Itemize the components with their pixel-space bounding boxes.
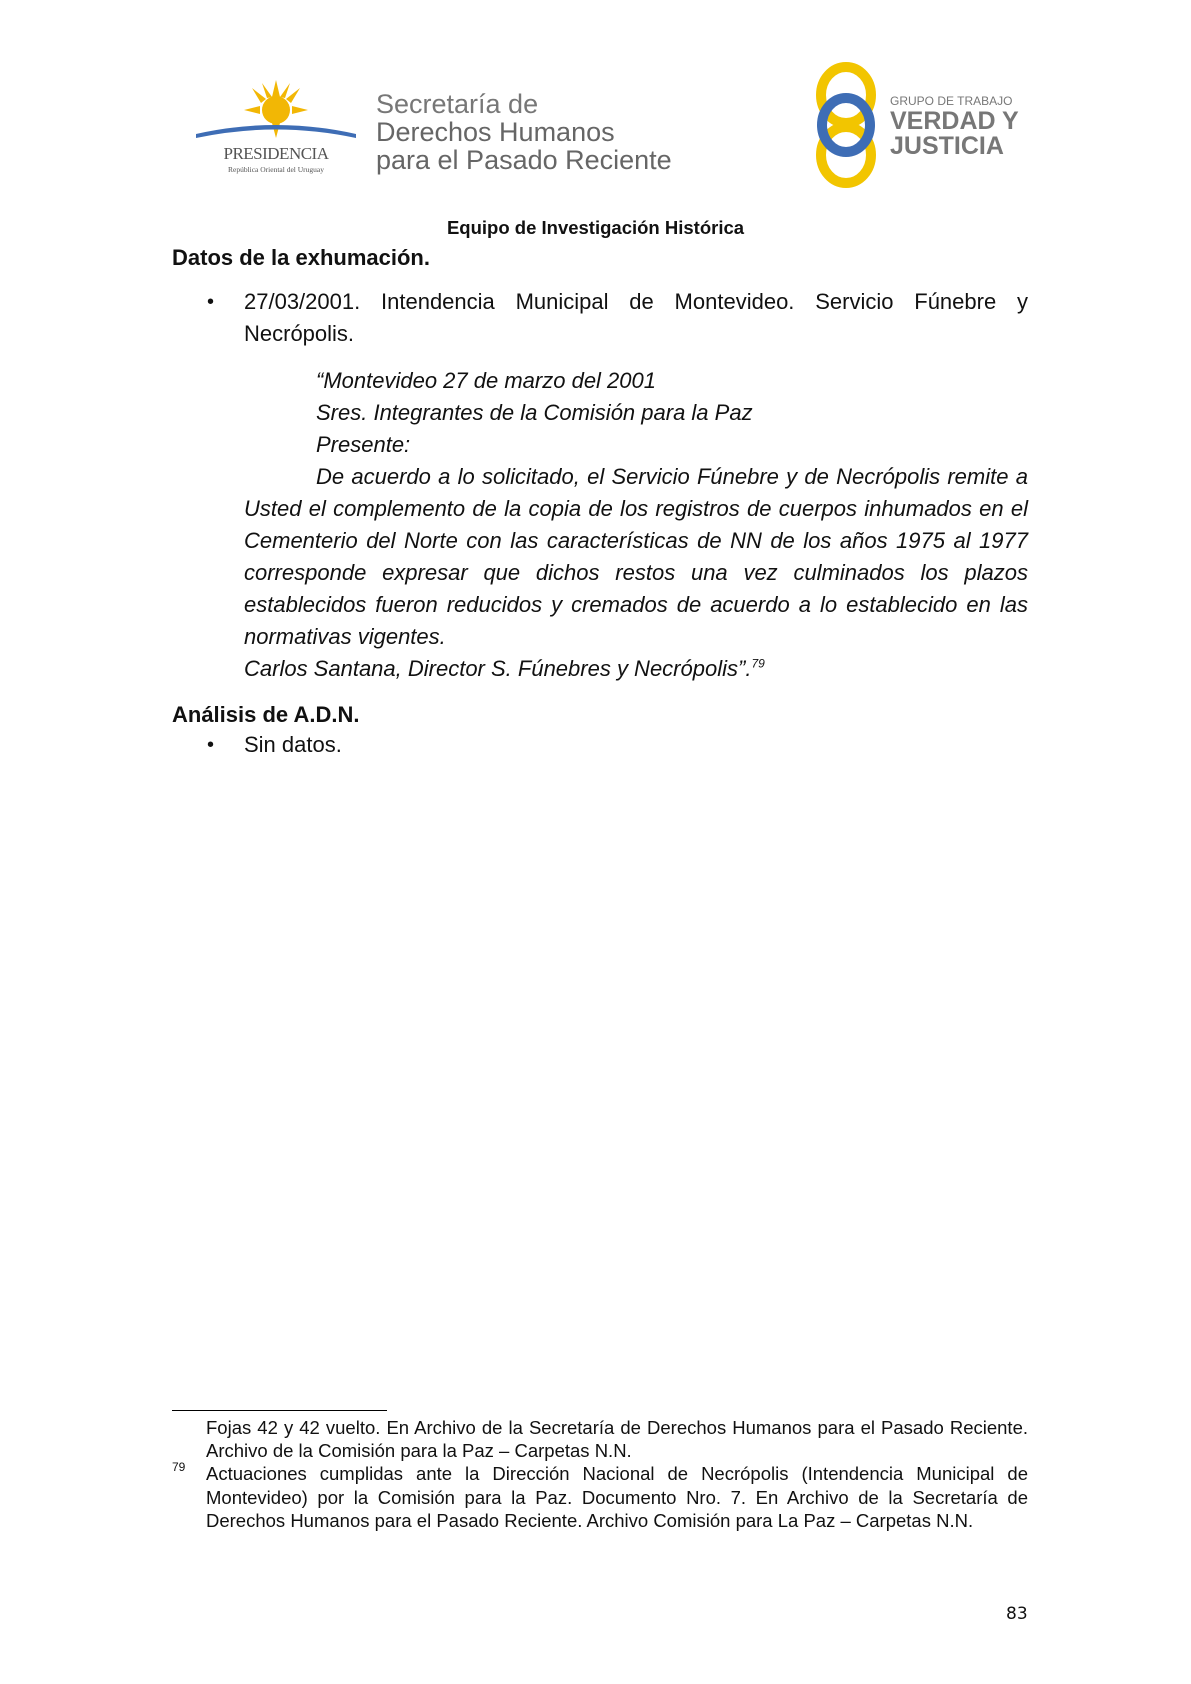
quote-body (172, 461, 1028, 653)
exhumation-item: 27/03/2001. Intendencia Municipal de Montevideo. Servicio Fúnebre y Necrópolis. (244, 289, 1028, 346)
adn-list-item (172, 729, 1028, 761)
bullet: • (207, 291, 215, 313)
footnote-continued: Fojas 42 y 42 vuelto. En Archivo de la Secretaría de Derechos Humanos para el Pasado Reciente. Archivo de la Comisión para la Paz – Carpetas N.N. (206, 1417, 1028, 1462)
section-heading-adn: Análisis de A.D.N. (172, 702, 360, 727)
chain-links-icon (814, 62, 884, 188)
presidencia-subtitle: República Oriental del Uruguay (227, 165, 324, 174)
footnote-separator (172, 1410, 387, 1411)
quote-line1: “Montevideo 27 de marzo del 2001 (316, 368, 656, 393)
grupo-line3: JUSTICIA (890, 132, 1004, 160)
section-heading-exhumation: Datos de la exhumación. (172, 245, 430, 270)
footnote-number: 79 (172, 1460, 186, 1475)
adn-item: Sin datos. (244, 732, 342, 757)
presidencia-logo (196, 78, 356, 178)
bullet: • (207, 734, 215, 756)
presidencia-name: PRESIDENCIA (223, 144, 329, 163)
grupo-line1: GRUPO DE TRABAJO (890, 94, 1013, 108)
signature-text: Carlos Santana, Director S. Fúnebres y Necrópolis”. (244, 656, 752, 681)
grupo-line2: VERDAD Y (890, 107, 1019, 135)
footnotes (172, 1416, 1028, 1532)
quote-body-first: De acuerdo a lo solicitado, el Servicio Fúnebre y de Necrópolis (316, 464, 941, 489)
sun-icon (196, 78, 356, 142)
team-title: Equipo de Investigación Histórica (446, 217, 745, 238)
footnote-79: Actuaciones cumplidas ante la Dirección Nacional de Necrópolis (Intendencia Municipal de Montevideo) por la Comisión para la Paz. Documento Nro. 7. En Archivo de la Secretaría de Derechos Humanos para el Pasado Reciente. Archivo Comisión para La Paz – Carpetas N.N. (206, 1463, 1028, 1531)
footnote-79-block (172, 1462, 1028, 1532)
grupo-verdad-justicia-logo (814, 62, 1019, 188)
page-number: 83 (1006, 1604, 1028, 1624)
quote-line3: Presente: (316, 432, 411, 457)
secretaria-line2: Derechos Humanos (376, 117, 615, 147)
secretaria-line1: Secretaría de (376, 89, 539, 119)
secretaria-title (376, 90, 672, 174)
secretaria-line3: para el Pasado Reciente (376, 145, 672, 175)
quote-line2: Sres. Integrantes de la Comisión para la Paz (316, 400, 753, 425)
exhumation-list-item (172, 286, 1028, 350)
quote-body-rest: remite a Usted el complemento de la copia de los registros de cuerpos inhumados en el Cementerio del Norte con las características de NN de los años 1975 al 1977 corresponde expresar que dichos restos una vez culminados los plazos establecidos fueron reducidos y cremados de acuerdo a lo establecido en las normativas vigentes. (244, 464, 1028, 649)
main-content (172, 244, 1028, 761)
footnote-ref[interactable]: 79 (751, 656, 765, 671)
quote-signature (172, 653, 1028, 685)
